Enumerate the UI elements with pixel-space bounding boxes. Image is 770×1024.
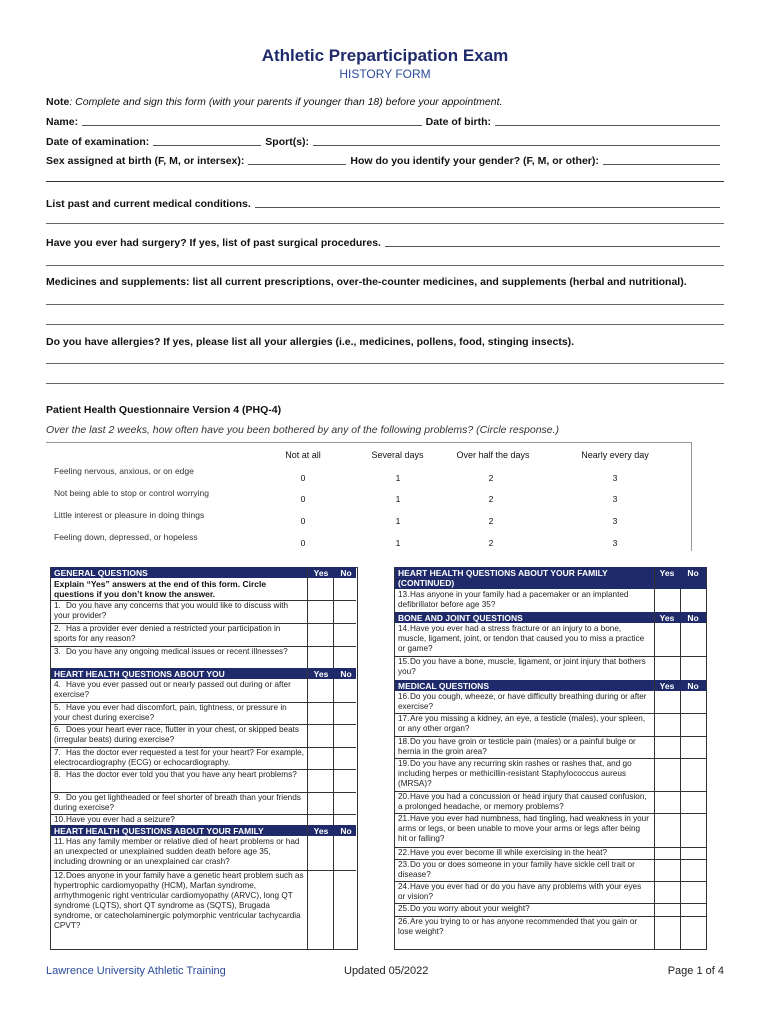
- phq-question-1: Feeling nervous, anxious, or on edge: [54, 466, 194, 476]
- phq-col-nearly-every: Nearly every day: [581, 450, 649, 460]
- sports-field[interactable]: [313, 144, 720, 146]
- question-9: 9. Do you get lightheaded or feel shorter of breath than your friends during exercise?: [54, 793, 301, 812]
- sex-field[interactable]: [248, 163, 346, 165]
- question-23: 23.Do you or does someone in your family have sickle cell trait or disease?: [398, 860, 635, 879]
- conditions-row: [46, 198, 724, 210]
- dob-label: Date of birth: [425, 116, 488, 128]
- medicines-line-2[interactable]: [46, 324, 724, 325]
- footer-org: Lawrence University Athletic Training: [46, 965, 226, 977]
- family-no-label: No: [340, 826, 352, 836]
- left-no-divider: [333, 567, 334, 949]
- footer-page-number: Page 1 of 4: [667, 965, 724, 977]
- note-label: Note: [46, 96, 70, 108]
- question-8: 8. Has the doctor ever told you that you have any heart problems?: [54, 770, 297, 779]
- heart-questions-header: HEART HEALTH QUESTIONS ABOUT YOU: [51, 668, 307, 679]
- phq-r4-v1[interactable]: 1: [395, 538, 401, 548]
- bone-joint-header: BONE AND JOINT QUESTIONS: [395, 612, 654, 623]
- family-cont-no-label: No: [687, 568, 699, 578]
- question-24: 24.Have you ever had or do you have any problems with your eyes or vision?: [398, 882, 642, 901]
- form-subtitle: HISTORY FORM: [339, 67, 431, 81]
- phq-r1-v0[interactable]: 0: [300, 473, 306, 483]
- family-questions-header: HEART HEALTH QUESTIONS ABOUT YOUR FAMILY: [51, 825, 307, 836]
- note-line: [46, 96, 724, 108]
- medicines-question: Medicines and supplements: list all current prescriptions, over-the-counter medicines, and supplements (herbal and nutritional).: [46, 276, 687, 288]
- phq-r1-v2[interactable]: 2: [488, 473, 494, 483]
- question-13: 13.Has anyone in your family had a pacemaker or an implanted defibrillator before age 35?: [398, 590, 629, 609]
- question-19: 19.Do you have any recurring skin rashes or rashes that, and go including herpes or methicillin-resistant Staphylococcus aureus (MRSA)?: [398, 759, 632, 788]
- surgery-field[interactable]: [385, 245, 720, 247]
- phq-question-3: Little interest or pleasure in doing things: [54, 510, 205, 520]
- sex-gender-row: Sex assigned at birth (F, M, or intersex) : How do you identify your gender? (F, M, or other) :: [46, 155, 724, 167]
- phq-col-not-at-all: Not at all: [285, 450, 321, 460]
- conditions-field[interactable]: [255, 206, 720, 208]
- phq-col-over-half: Over half the days: [456, 450, 530, 460]
- gender-field[interactable]: [603, 163, 720, 165]
- medicines-line-1[interactable]: [46, 304, 724, 305]
- question-4: 4. Have you ever passed out or nearly passed out during or after exercise?: [54, 680, 291, 699]
- general-questions-header: GENERAL QUESTIONS: [51, 567, 307, 578]
- phq-r2-v2[interactable]: 2: [488, 494, 494, 504]
- phq-r4-v3[interactable]: 3: [612, 538, 618, 548]
- heart-yes-label: Yes: [313, 669, 329, 679]
- conditions-line-2[interactable]: [46, 223, 724, 224]
- divider: [46, 181, 724, 182]
- question-6: 6. Does your heart ever race, flutter in your chest, or skipped beats (irregular beats) during exercise?: [54, 725, 300, 744]
- phq-title: Patient Health Questionnaire Version 4 (PHQ-4): [46, 404, 282, 416]
- phq-instruction: Over the last 2 weeks, how often have you been bothered by any of the following problems? (Circle response.): [46, 424, 560, 436]
- allergies-line-1[interactable]: [46, 363, 724, 364]
- family-yes-label: Yes: [313, 826, 329, 836]
- medical-questions-header: MEDICAL QUESTIONS: [395, 680, 654, 691]
- left-yes-divider: [307, 567, 308, 949]
- phq-question-2: Not being able to stop or control worrying: [54, 488, 209, 498]
- phq-question-4: Feeling down, depressed, or hopeless: [54, 532, 198, 542]
- surgery-line-2[interactable]: [46, 265, 724, 266]
- phq-r4-v2[interactable]: 2: [488, 538, 494, 548]
- question-10: 10.Have you ever had a seizure?: [54, 815, 175, 824]
- name-label: Name: [46, 116, 75, 128]
- question-22: 22.Have you ever become ill while exercising in the heat?: [398, 848, 608, 857]
- general-no-label: No: [340, 568, 352, 578]
- phq-r3-v1[interactable]: 1: [395, 516, 401, 526]
- question-17: 17.Are you missing a kidney, an eye, a testicle (males), your spleen, or any other organ?: [398, 714, 646, 733]
- question-16: 16.Do you cough, wheeze, or have difficulty breathing during or after exercise?: [398, 692, 647, 711]
- heart-no-label: No: [340, 669, 352, 679]
- family-cont-yes-label: Yes: [659, 568, 675, 578]
- sex-label: Sex assigned at birth (F, M, or intersex): [46, 155, 241, 167]
- exam-date-label: Date of examination: [46, 136, 146, 148]
- phq-r2-v1[interactable]: 1: [395, 494, 401, 504]
- question-5: 5. Have you ever had discomfort, pain, tightness, or pressure in your chest during exercise?: [54, 703, 287, 722]
- surgery-question: Have you ever had surgery? If yes, list of past surgical procedures.: [46, 237, 381, 249]
- footer-updated: Updated 05/2022: [344, 965, 429, 977]
- conditions-question: List past and current medical conditions.: [46, 198, 251, 210]
- bone-no-label: No: [687, 613, 699, 623]
- question-7: 7. Has the doctor ever requested a test for your heart? For example, electrocardiography (ECG) or echocardiography.: [54, 748, 305, 767]
- medical-no-label: No: [687, 681, 699, 691]
- gender-label: How do you identify your gender? (F, M, or other): [350, 155, 596, 167]
- question-18: 18.Do you have groin or testicle pain (males) or a painful bulge or hernia in the groin area?: [398, 737, 636, 756]
- medical-yes-label: Yes: [659, 681, 675, 691]
- allergies-row: [46, 336, 724, 348]
- surgery-row: [46, 237, 724, 249]
- phq-r2-v3[interactable]: 3: [612, 494, 618, 504]
- question-12: 12.Does anyone in your family have a genetic heart problem such as hypertrophic cardiomyopathy (HCM), Marfan syndrome, arrhythmogenic right ventricular cardiomyopathy (ARVC), long QT syndrome (LQTS), short QT syndrome as (SQTS), Brugada syndrome, or catecholaminergic polymorphic ventricular tachycardia CPVT?: [54, 871, 304, 930]
- allergies-line-2[interactable]: [46, 383, 724, 384]
- general-yes-label: Yes: [313, 568, 329, 578]
- phq-r3-v3[interactable]: 3: [612, 516, 618, 526]
- name-dob-row: Name : Date of birth :: [46, 116, 724, 128]
- question-11: 11.Has any family member or relative died of heart problems or had an unexpected or unexplained sudden death before age 35, including drowning or an unexplained car crash?: [54, 837, 300, 866]
- phq-r4-v0[interactable]: 0: [300, 538, 306, 548]
- note-text: : Complete and sign this form (with your parents if younger than 18) before your appointment.: [69, 96, 503, 108]
- exam-date-field[interactable]: [153, 144, 261, 146]
- question-21: 21.Have you ever had numbness, had tingling, had weakness in your arms or legs, or been unable to move your arms or legs after being hit or falling?: [398, 814, 649, 843]
- question-2: 2. Has a provider ever denied a restricted your participation in sports for any reason?: [54, 624, 281, 643]
- family-continued-header: HEART HEALTH QUESTIONS ABOUT YOUR FAMILY (CONTINUED): [395, 567, 654, 589]
- dob-field[interactable]: [495, 124, 720, 126]
- allergies-question: Do you have allergies? If yes, please list all your allergies (i.e., medicines, pollens, food, stinging insects).: [46, 336, 575, 348]
- question-1: 1. Do you have any concerns that you would like to discuss with your provider?: [54, 601, 289, 620]
- phq-r3-v0[interactable]: 0: [300, 516, 306, 526]
- question-3: 3. Do you have any ongoing medical issues or recent illnesses?: [54, 647, 288, 656]
- question-14: 14.Have you ever had a stress fracture or an injury to a bone, muscle, ligament, joint, or tendon that caused you to miss a practice or game?: [398, 624, 645, 653]
- phq-col-several-days: Several days: [371, 450, 424, 460]
- form-title: Athletic Preparticipation Exam: [261, 46, 509, 65]
- medicines-row: [46, 276, 724, 288]
- question-20: 20.Have you had a concussion or head injury that caused confusion, a prolonged headache, or memory problems?: [398, 792, 647, 811]
- question-25: 25.Do you worry about your weight?: [398, 904, 530, 913]
- general-explain: Explain “Yes” answers at the end of this form. Circle questions if you don’t know the answer.: [54, 579, 267, 599]
- exam-sports-row: Date of examination : Sport(s) :: [46, 136, 724, 148]
- question-26: 26.Are you trying to or has anyone recommended that you gain or lose weight?: [398, 917, 638, 936]
- bone-yes-label: Yes: [659, 613, 675, 623]
- question-15: 15.Do you have a bone, muscle, ligament, or joint injury that bothers you?: [398, 657, 646, 676]
- phq-r1-v1[interactable]: 1: [395, 473, 401, 483]
- phq-r3-v2[interactable]: 2: [488, 516, 494, 526]
- name-field[interactable]: [82, 124, 422, 126]
- phq-r1-v3[interactable]: 3: [612, 473, 618, 483]
- phq-r2-v0[interactable]: 0: [300, 494, 306, 504]
- sports-label: Sport(s): [265, 136, 306, 148]
